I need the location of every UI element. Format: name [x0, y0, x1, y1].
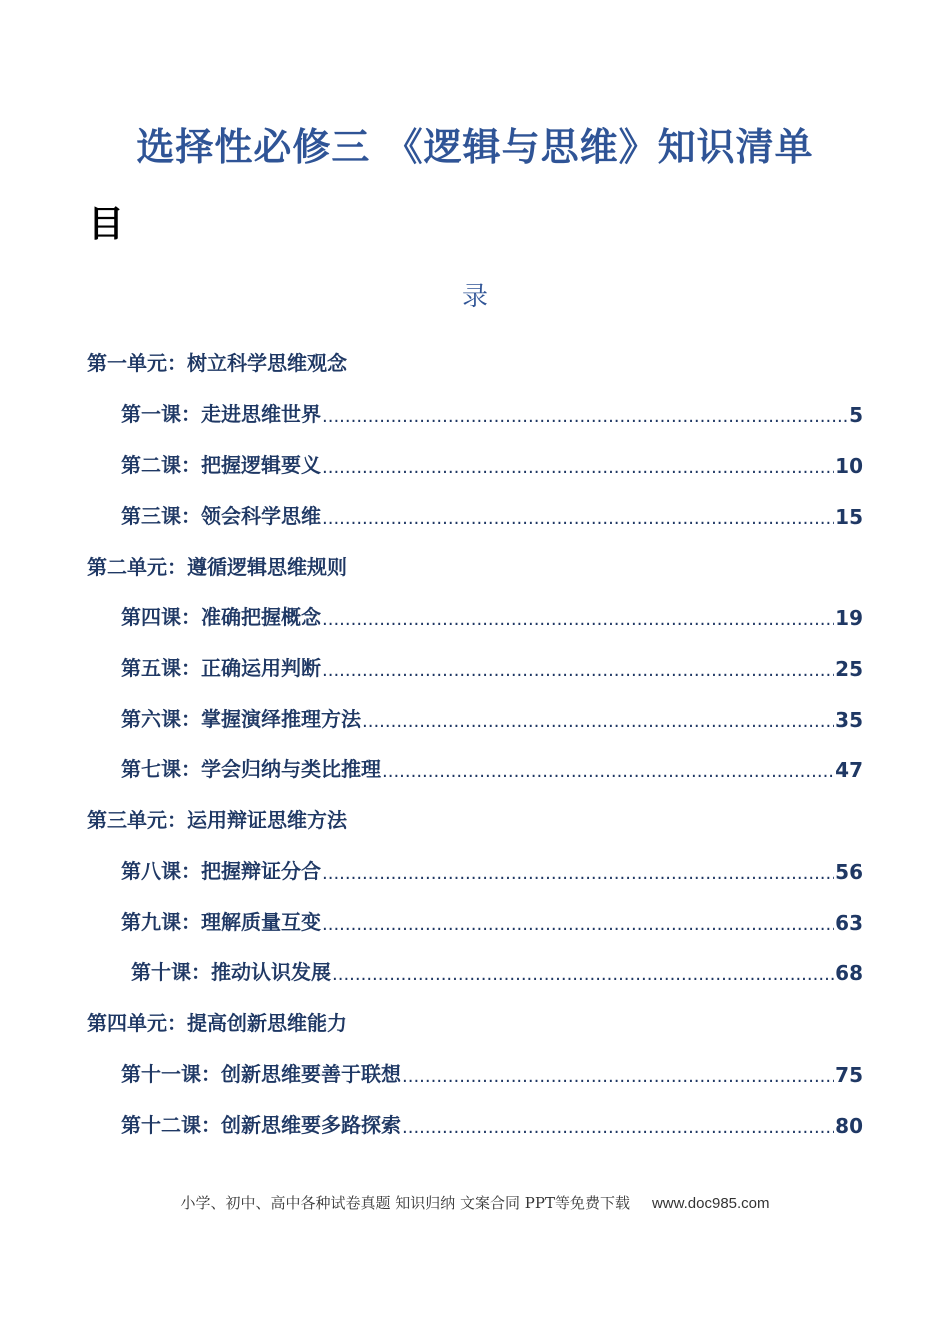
toc-entry-label: 第三单元：运用辩证思维方法 [87, 808, 347, 832]
toc-entry-page: 63 [835, 911, 863, 935]
toc-entry-label: 第十课：推动认识发展 [131, 960, 331, 984]
toc-unit-2[interactable] [87, 550, 347, 580]
page-footer [0, 1192, 950, 1213]
toc-lesson-8[interactable] [121, 854, 863, 884]
toc-unit-3[interactable] [87, 803, 347, 833]
toc-entry-label: 第十一课：创新思维要善于联想 [121, 1062, 401, 1086]
toc-entry-label: 第七课：学会归纳与类比推理 [121, 757, 381, 781]
dot-leader [322, 608, 834, 630]
footer-site-link[interactable]: www.doc985.com [651, 1195, 770, 1212]
dot-leader [402, 1116, 834, 1138]
toc-unit-4[interactable] [87, 1006, 347, 1036]
page-title: 选择性必修三 《逻辑与思维》知识清单 [136, 125, 814, 169]
toc-lesson-7[interactable] [121, 752, 863, 782]
toc-unit-1[interactable] [87, 346, 347, 376]
toc-entry-page: 25 [835, 657, 863, 681]
dot-leader [322, 507, 834, 529]
toc-entry-label: 第一单元：树立科学思维观念 [87, 351, 347, 375]
toc-lesson-11[interactable] [121, 1057, 863, 1087]
toc-entry-label: 第三课：领会科学思维 [121, 504, 321, 528]
dot-leader [322, 405, 848, 427]
toc-entry-label: 第六课：掌握演绎推理方法 [121, 707, 361, 731]
toc-entry-label: 第五课：正确运用判断 [121, 656, 321, 680]
toc-entry-page: 15 [835, 505, 863, 529]
dot-leader [322, 456, 834, 478]
toc-entry-label: 第八课：把握辩证分合 [121, 859, 321, 883]
toc-entry-label: 第一课：走进思维世界 [121, 402, 321, 426]
toc-heading-part2: 录 [461, 282, 488, 312]
toc-entry-label: 第十二课：创新思维要多路探索 [121, 1113, 401, 1137]
toc-entry-page: 35 [835, 708, 863, 732]
dot-leader [382, 760, 834, 782]
toc-entry-page: 5 [849, 403, 863, 427]
toc-entry-label: 第二单元：遵循逻辑思维规则 [87, 555, 347, 579]
toc-entry-label: 第二课：把握逻辑要义 [121, 453, 321, 477]
toc-entry-page: 68 [835, 961, 863, 985]
toc-lesson-5[interactable] [121, 651, 863, 681]
dot-leader [402, 1065, 834, 1087]
dot-leader [322, 659, 834, 681]
toc-entry-page: 10 [835, 454, 863, 478]
toc-entry-page: 75 [835, 1063, 863, 1087]
toc-lesson-1[interactable] [121, 397, 863, 427]
dot-leader [322, 862, 834, 884]
toc-lesson-2[interactable] [121, 448, 863, 478]
toc-entry-page: 56 [835, 860, 863, 884]
toc-heading-part1: 目 [88, 204, 125, 245]
footer-text: 小学、初中、高中各种试卷真题 知识归纳 文案合同 PPT等免费下载 [180, 1194, 630, 1212]
toc-lesson-4[interactable] [121, 600, 863, 630]
toc-lesson-12[interactable] [121, 1108, 863, 1138]
toc-lesson-10[interactable] [131, 955, 863, 985]
dot-leader [332, 963, 834, 985]
toc-entry-label: 第四单元：提高创新思维能力 [87, 1011, 347, 1035]
toc-entry-page: 47 [835, 758, 863, 782]
toc-lesson-3[interactable] [121, 499, 863, 529]
toc-entry-label: 第四课：准确把握概念 [121, 605, 321, 629]
toc-lesson-6[interactable] [121, 702, 863, 732]
toc-entry-label: 第九课：理解质量互变 [121, 910, 321, 934]
toc-entry-page: 19 [835, 606, 863, 630]
toc-lesson-9[interactable] [121, 905, 863, 935]
dot-leader [362, 710, 834, 732]
dot-leader [322, 913, 834, 935]
toc-entry-page: 80 [835, 1114, 863, 1138]
